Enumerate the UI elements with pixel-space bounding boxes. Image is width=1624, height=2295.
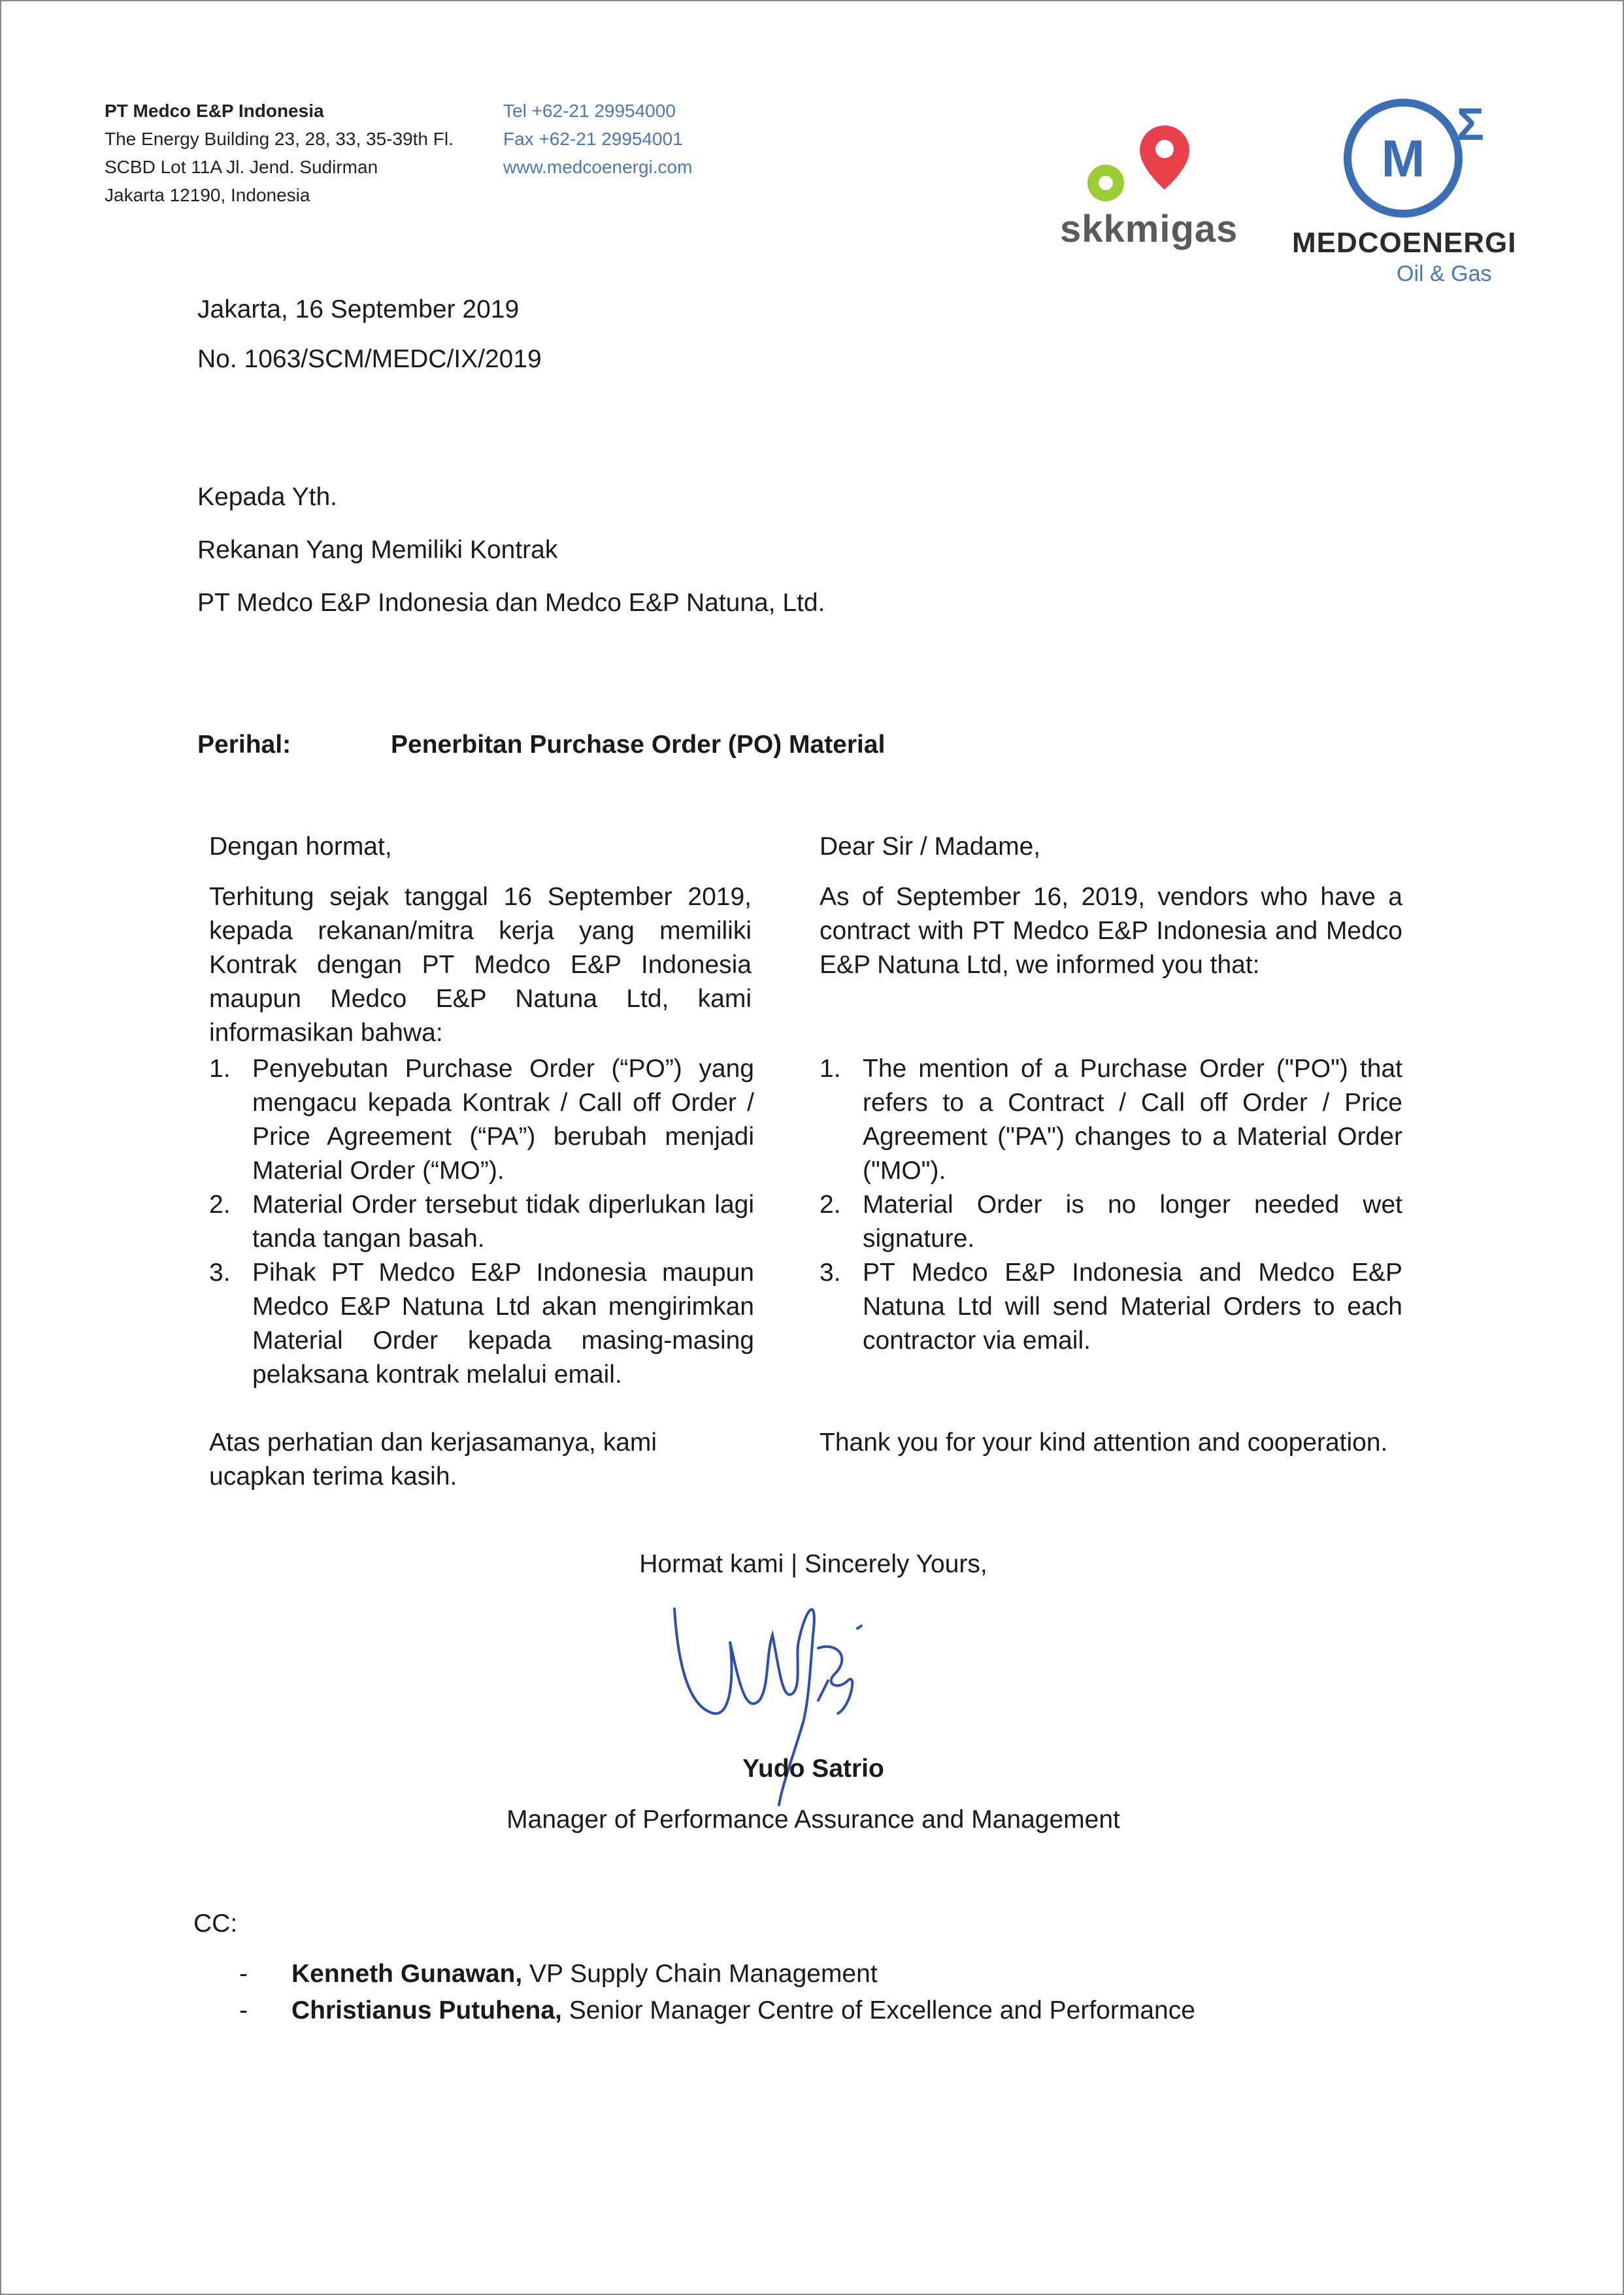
address-line: SCBD Lot 11A Jl. Jend. Sudirman xyxy=(105,157,378,177)
list-item: 1. The mention of a Purchase Order ("PO") that refers to a Contract / Call off Order / Price Agreement ("PA") changes to a Material Order ("MO"). xyxy=(820,1055,1402,1185)
regards-line: Hormat kami | Sincerely Yours, xyxy=(639,1550,987,1578)
addressee-line: Kepada Yth. xyxy=(197,483,337,511)
letterhead-address xyxy=(105,97,454,209)
medco-oil-gas: Oil & Gas xyxy=(1397,261,1492,286)
list-item: 2. Material Order tersebut tidak diperlukan lagi tanda tangan basah. xyxy=(209,1191,754,1253)
list-item: 3. Pihak PT Medco E&P Indonesia maupun Medco E&P Natuna Ltd akan mengirimkan Material Order kepada masing-masing pelaksana kontrak melalui email. xyxy=(209,1259,754,1389)
list-id xyxy=(209,1052,754,1392)
addressee-block xyxy=(197,471,825,629)
svg-text:M: M xyxy=(1381,129,1425,188)
cc-label: CC: xyxy=(193,1909,238,1938)
cc-item: - Kenneth Gunawan, VP Supply Chain Management xyxy=(239,1960,878,1988)
signer-title: Manager of Performance Assurance and Management xyxy=(506,1806,1120,1834)
fax-number: Fax +62-21 29954001 xyxy=(503,129,683,149)
greeting-id: Dengan hormat, xyxy=(209,833,392,861)
cc-role: VP Supply Chain Management xyxy=(522,1960,878,1988)
letter-number: No. 1063/SCM/MEDC/IX/2019 xyxy=(197,345,542,373)
list-item: 2. Material Order is no longer needed wet signature. xyxy=(820,1191,1402,1253)
list-en xyxy=(820,1052,1402,1358)
subject-label: Perihal: xyxy=(197,731,291,759)
cc-name: Kenneth Gunawan, xyxy=(291,1960,523,1988)
cc-name: Christianus Putuhena, xyxy=(291,1996,562,2024)
tel-number: Tel +62-21 29954000 xyxy=(503,101,676,121)
cc-role: Senior Manager Centre of Excellence and Performance xyxy=(561,1996,1195,2024)
closing-en: Thank you for your kind attention and cooperation. xyxy=(820,1428,1388,1457)
subject-value: Penerbitan Purchase Order (PO) Material xyxy=(391,731,886,759)
website-link[interactable]: www.medcoenergi.com xyxy=(503,157,693,177)
cc-item: - Christianus Putuhena, Senior Manager Centre of Excellence and Performance xyxy=(239,1996,1195,2024)
skkmigas-logo xyxy=(1047,112,1263,263)
letter-date: Jakarta, 16 September 2019 xyxy=(197,295,520,323)
address-line: The Energy Building 23, 28, 33, 35-39th Fl. xyxy=(105,129,454,149)
list-item: 1. Penyebutan Purchase Order (“PO”) yang mengacu kepada Kontrak / Call off Order / Price Agreement (“PA”) berubah menjadi Material Order (“MO”). xyxy=(209,1055,754,1185)
address-line: Jakarta 12190, Indonesia xyxy=(105,185,310,205)
skkmigas-wordmark: skkmigas xyxy=(1060,208,1238,250)
list-item: 3. PT Medco E&P Indonesia and Medco E&P Natuna Ltd will send Material Orders to each contractor via email. xyxy=(820,1259,1402,1355)
svg-text:Σ: Σ xyxy=(1457,99,1485,150)
addressee-line: PT Medco E&P Indonesia dan Medco E&P Natuna, Ltd. xyxy=(197,589,825,617)
cc-list xyxy=(239,1957,1195,2030)
medcoenergi-logo xyxy=(1285,93,1547,295)
intro-id: Terhitung sejak tanggal 16 September 2019, kepada rekanan/mitra kerja yang memiliki Kontrak dengan PT Medco E&P Indonesia maupun Medco E&P Natuna Ltd, kami informasikan bahwa: xyxy=(209,883,752,1047)
closing-id: Atas perhatian dan kerjasamanya, kami ucapkan terima kasih. xyxy=(209,1428,657,1491)
company-name: PT Medco E&P Indonesia xyxy=(105,101,324,121)
medco-emblem-icon xyxy=(1285,93,1547,223)
greeting-en: Dear Sir / Madame, xyxy=(820,833,1041,861)
addressee-line: Rekanan Yang Memiliki Kontrak xyxy=(197,536,558,564)
signer-name: Yudo Satrio xyxy=(742,1755,884,1783)
intro-en: As of September 16, 2019, vendors who have a contract with PT Medco E&P Indonesia and Medco E&P Natuna Ltd, we informed you that: xyxy=(820,883,1402,979)
skkmigas-pin-icon xyxy=(1047,112,1263,210)
medcoenergi-wordmark: MEDCOENERGI xyxy=(1292,227,1517,259)
letterhead-contact xyxy=(503,97,692,181)
